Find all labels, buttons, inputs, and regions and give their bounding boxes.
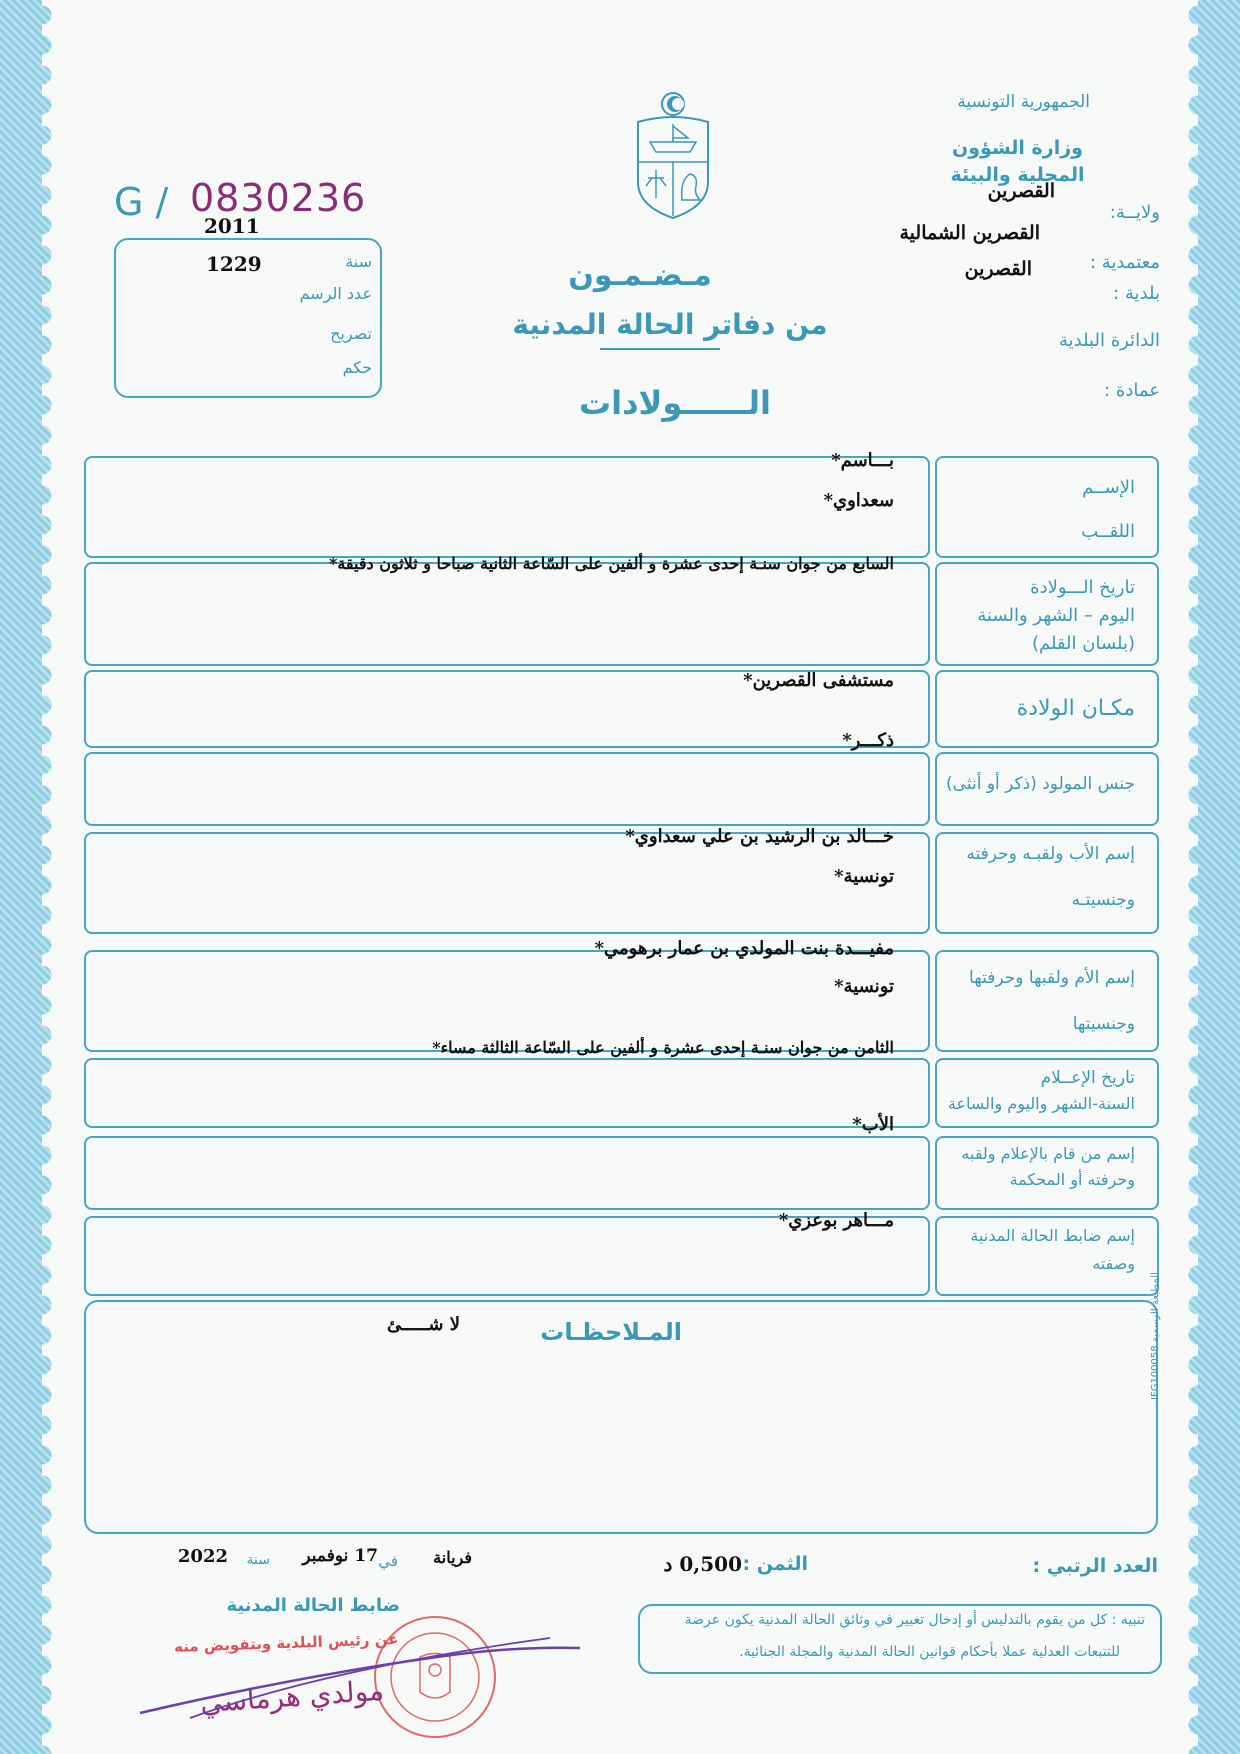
value-officer: مـــاهر بوعزي* <box>778 1210 894 1231</box>
ministry-label: وزارة الشؤون المحلية والبيئة <box>950 137 1085 186</box>
ref-judgment-label: حكم <box>342 358 372 377</box>
warning-line-2: للتتبعات العدلية عملا بأحكام قوانين الحالة المدنية والمجلة الجنائية. <box>739 1644 1120 1660</box>
footer-year-label: سنة <box>246 1552 270 1568</box>
row-sex-value-box <box>84 752 930 826</box>
signatory-name: مولدي هرماسي <box>199 1673 385 1720</box>
omda-label: عمادة : <box>1104 380 1160 401</box>
delegation-note: عن رئيس البلدية وبتفويض منه <box>173 1630 399 1656</box>
row-mother-value-box <box>84 950 930 1052</box>
title-registers: من دفاتر الحالة المدنية <box>512 308 828 341</box>
value-father-nationality: تونسية* <box>834 866 894 887</box>
value-father: خـــالد بن الرشيد بن علي سعداوي* <box>625 826 894 847</box>
coat-of-arms-icon <box>628 90 718 220</box>
remarks-label: المـلاحظـات <box>540 1318 682 1346</box>
footer-place: فريانة <box>433 1548 472 1567</box>
ref-year-value: 2011 <box>204 214 260 238</box>
label-birth-place: مكـان الولادة <box>1016 696 1135 721</box>
ref-year-label: سنة <box>345 252 372 271</box>
serial-number: 0830236 <box>190 176 367 220</box>
label-declarant: إسم من قام بالإعلام ولقبه <box>961 1144 1135 1163</box>
label-first-name: الإســم <box>1082 477 1135 498</box>
wilaya-value: القصرين <box>987 180 1055 202</box>
wave-edge-left <box>42 0 58 1754</box>
value-mother: مفيـــدة بنت المولدي بن عمار برهومي* <box>594 938 894 959</box>
label-birth-date: تاريخ الـــولادة <box>1030 577 1135 598</box>
wave-edge-right <box>1182 0 1198 1754</box>
value-birth-place: مستشفى القصرين* <box>743 670 894 691</box>
label-birth-date-sub: اليوم – الشهر والسنة <box>977 605 1135 626</box>
row-declaration-date-value-box <box>84 1058 930 1128</box>
label-mother: إسم الأم ولقبها وحرفتها <box>969 968 1135 988</box>
wilaya-label: ولايــة: <box>1109 202 1160 223</box>
row-declarant-value-box <box>84 1136 930 1210</box>
title-extract: مـضـمـون <box>568 258 712 293</box>
value-birth-date: السابع من جوان سنـة إحدى عشرة و ألفين على السّاعة الثانية صباحا و ثلاثون دقيقة* <box>328 554 894 573</box>
label-declaration-date-sub: السنة-الشهر واليوم والساعة <box>947 1094 1135 1113</box>
republic-label: الجمهورية التونسية <box>957 92 1090 112</box>
value-sex: ذكـــر* <box>842 730 894 751</box>
ref-declaration-label: تصريح <box>330 324 372 343</box>
label-declarant-sub: وحرفته أو المحكمة <box>1009 1170 1135 1189</box>
title-underline <box>600 348 720 350</box>
section-title-births: الــــــولادات <box>578 384 772 422</box>
value-first-name: بـــاسم* <box>831 450 894 471</box>
row-father-value-box <box>84 832 930 934</box>
label-sex: جنس المولود (ذكر أو أنثى) <box>946 774 1135 794</box>
ref-record-label: عدد الرسم <box>299 284 372 303</box>
footer-year: 2022 <box>177 1546 228 1567</box>
value-declaration-date: الثامن من جوان سنـة إحدى عشرة و ألفين على السّاعة الثالثة مساء* <box>432 1038 894 1057</box>
row-birthdate-value-box <box>84 562 930 666</box>
municipality-label: بلدية : <box>1113 283 1160 304</box>
label-birth-date-note: (بلسان القلم) <box>1031 633 1135 654</box>
footer-serial-label: العدد الرتبي : <box>1032 1555 1158 1577</box>
warning-line-1: تنبيه : كل من يقوم بالتدليس أو إدخال تغيير في وثائق الحالة المدنية يكون عرضة <box>684 1612 1145 1628</box>
label-officer: إسم ضابط الحالة المدنية <box>970 1226 1135 1245</box>
municipality-value: القصرين <box>964 258 1032 280</box>
value-declarant: الأب* <box>852 1114 894 1135</box>
label-declaration-date: تاريخ الإعــلام <box>1040 1068 1135 1088</box>
value-mother-nationality: تونسية* <box>834 976 894 997</box>
delegation-label: معتمدية : <box>1089 252 1160 273</box>
circle-label: الدائرة البلدية <box>1058 330 1160 351</box>
signature-strokes <box>130 1618 590 1728</box>
footer-officer-title: ضابط الحالة المدنية <box>226 1595 400 1616</box>
serial-prefix: G / <box>114 180 169 224</box>
footer-in: في <box>378 1552 398 1570</box>
row-name-value-box <box>84 456 930 558</box>
label-mother-nationality: وجنسيتها <box>1072 1014 1135 1034</box>
label-surname: اللقــب <box>1081 521 1135 542</box>
label-father: إسم الأب ولقبـه وحرفته <box>966 844 1135 864</box>
label-officer-sub: وصفته <box>1092 1254 1135 1273</box>
label-father-nationality: وجنسيتـه <box>1071 890 1135 910</box>
printer-mark: المطبعة الرسمية IFG100058 <box>1150 1272 1161 1400</box>
footer-price-value: 0,500 د <box>663 1552 742 1576</box>
ref-record-value: 1229 <box>206 252 262 276</box>
footer-price-label: الثمن : <box>742 1553 808 1575</box>
footer-date: 17 نوفمبر <box>302 1546 378 1566</box>
remarks-value: لا شـــــئ <box>387 1314 460 1335</box>
value-surname: سعداوي* <box>823 490 894 511</box>
delegation-value: القصرين الشمالية <box>899 222 1040 244</box>
